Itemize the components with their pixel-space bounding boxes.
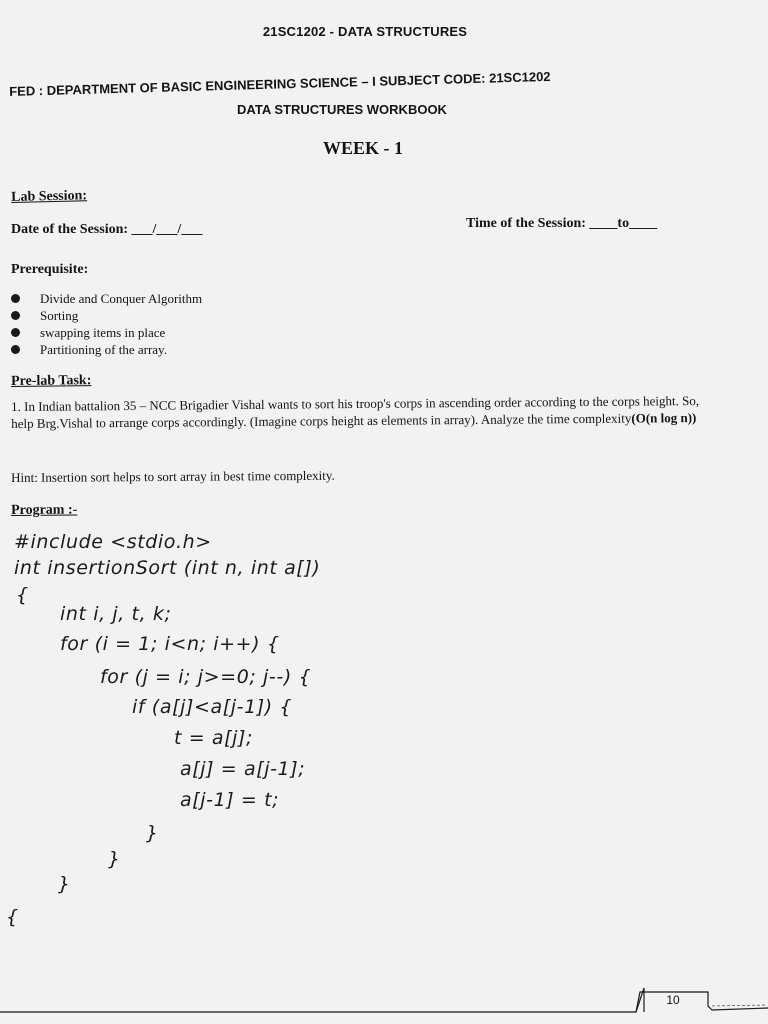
list-item: swapping items in place [11, 324, 202, 341]
code-line: a[j-1] = t; [180, 789, 280, 811]
code-line: for (i = 1; i<n; i++) { [60, 633, 280, 655]
list-item: Divide and Conquer Algorithm [11, 290, 202, 307]
week-title: WEEK - 1 [322, 138, 403, 158]
prelab-task-text: 1. In Indian battalion 35 – NCC Brigadier Vishal wants to sort his troop's corps in ascending order according to the corps height. So, help Brg.Vishal to arrange corps accordingly. (Imagine corps height as elements in array). Analyze the time complexity(O(n log n)) [11, 392, 700, 431]
list-item: Sorting [11, 307, 202, 324]
lab-session-heading: Lab Session: [11, 188, 88, 205]
department-line: FED : DEPARTMENT OF BASIC ENGINEERING SCIENCE – I SUBJECT CODE: 21SC1202 [9, 68, 551, 99]
workbook-title: DATA STRUCTURES WORKBOOK [237, 102, 447, 117]
code-line: #include <stdio.h> [14, 531, 212, 553]
code-line: } [108, 848, 121, 870]
code-line: for (j = i; j>=0; j--) { [100, 666, 312, 688]
hint-text: Hint: Insertion sort helps to sort array in best time complexity. [11, 467, 335, 485]
code-line: { [16, 584, 29, 606]
course-title: 21SC1202 - DATA STRUCTURES [262, 24, 468, 39]
program-heading: Program :- [11, 502, 78, 518]
session-time-label: Time of the Session: ____to____ [466, 216, 658, 231]
prerequisite-heading: Prerequisite: [11, 262, 89, 277]
code-line: int i, j, t, k; [60, 603, 172, 625]
code-line: } [146, 822, 159, 844]
session-date-label: Date of the Session: ___/___/___ [11, 222, 203, 237]
code-line: a[j] = a[j-1]; [180, 758, 306, 780]
code-line: t = a[j]; [174, 727, 253, 749]
list-item: Partitioning of the array. [11, 341, 202, 358]
code-line: } [58, 873, 71, 895]
code-line: if (a[j]<a[j-1]) { [132, 696, 293, 718]
prelab-heading: Pre-lab Task: [11, 373, 92, 389]
code-line: { [6, 906, 19, 928]
page-number: 10 [666, 993, 680, 1007]
code-line: int insertionSort (int n, int a[]) [14, 557, 321, 579]
time-complexity: (O(n log n)) [631, 410, 697, 426]
